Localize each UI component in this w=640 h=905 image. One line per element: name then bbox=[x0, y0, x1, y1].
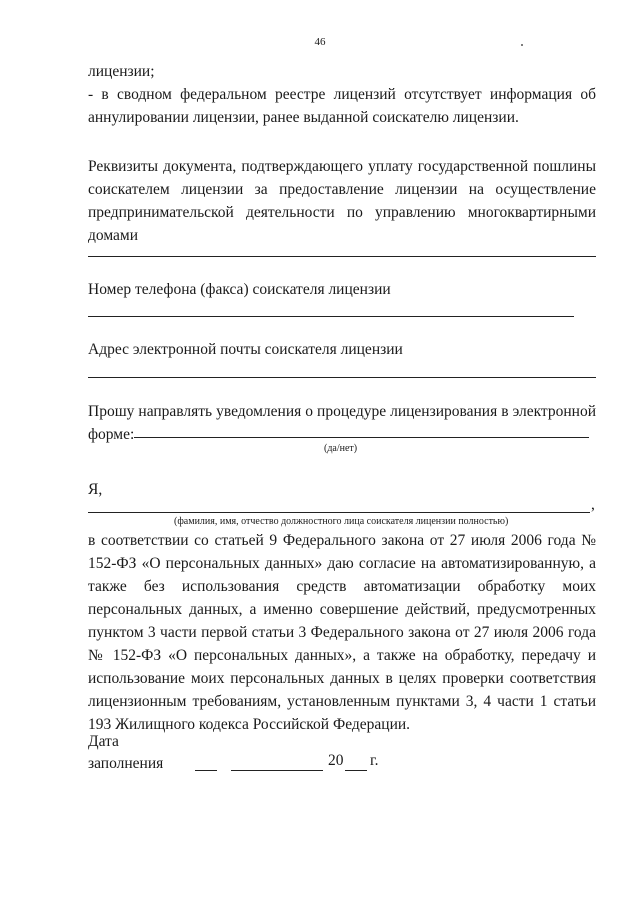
label-ya: Я, bbox=[88, 481, 103, 498]
paragraph-license-end bbox=[88, 60, 596, 129]
date-label: Дата bbox=[88, 733, 119, 750]
comma: , bbox=[591, 496, 595, 513]
year-suffix: г. bbox=[370, 752, 379, 769]
scan-speck bbox=[521, 44, 523, 46]
email-line[interactable] bbox=[88, 377, 596, 378]
label-email: Адрес электронной почты соискателя лицензии bbox=[88, 341, 403, 358]
year-line[interactable] bbox=[345, 770, 367, 771]
full-name-line[interactable] bbox=[88, 512, 590, 513]
label-notify: Прошу направлять уведомления о процедуре лицензирования в электронной форме: bbox=[88, 403, 596, 443]
date-label-filling: заполнения bbox=[88, 755, 164, 772]
paragraph-fee-requisites: Реквизиты документа, подтверждающего уплату государственной пошлины соискателем лицензии за предоставление лицензии на осуществление предпринимательской деятельности по управлению многоквартирными домами bbox=[88, 158, 596, 244]
fee-requisites-line[interactable] bbox=[88, 256, 596, 257]
page-number: 46 bbox=[314, 36, 326, 48]
text-registry-note: - в сводном федеральном реестре лицензий отсутствует информация об аннулировании лицензии, ранее выданной соискателю лицензии. bbox=[88, 86, 596, 126]
paragraph-consent: в соответствии со статьей 9 Федерального закона от 27 июля 2006 года № 152-ФЗ «О персональных данных» даю согласие на автоматизированную, а также без использования средств автоматизации обработку моих персональных данных, а именно совершение действий, предусмотренных пунктом 3 части первой статьи 3 Федерального закона от 27 июля 2006 года № 152-ФЗ «О персональных данных», а также на обработку, передачу и использование моих персональных данных в целях проверки соответствия лицензионным требованиям, установленным пунктами 3, 4 части 1 статьи 193 Жилищного кодекса Российской Федерации. bbox=[88, 532, 596, 733]
notify-answer-line[interactable] bbox=[134, 437, 589, 438]
year-prefix: 20 bbox=[328, 752, 344, 769]
caption-full-name: (фамилия, имя, отчество должностного лица соискателя лицензии полностью) bbox=[174, 516, 509, 527]
caption-yes-no: (да/нет) bbox=[324, 443, 358, 454]
text-line: лицензии; bbox=[88, 63, 155, 80]
month-line[interactable] bbox=[231, 770, 323, 771]
phone-line[interactable] bbox=[88, 316, 574, 317]
day-line[interactable] bbox=[195, 770, 217, 771]
label-phone: Номер телефона (факса) соискателя лицензии bbox=[88, 281, 391, 298]
